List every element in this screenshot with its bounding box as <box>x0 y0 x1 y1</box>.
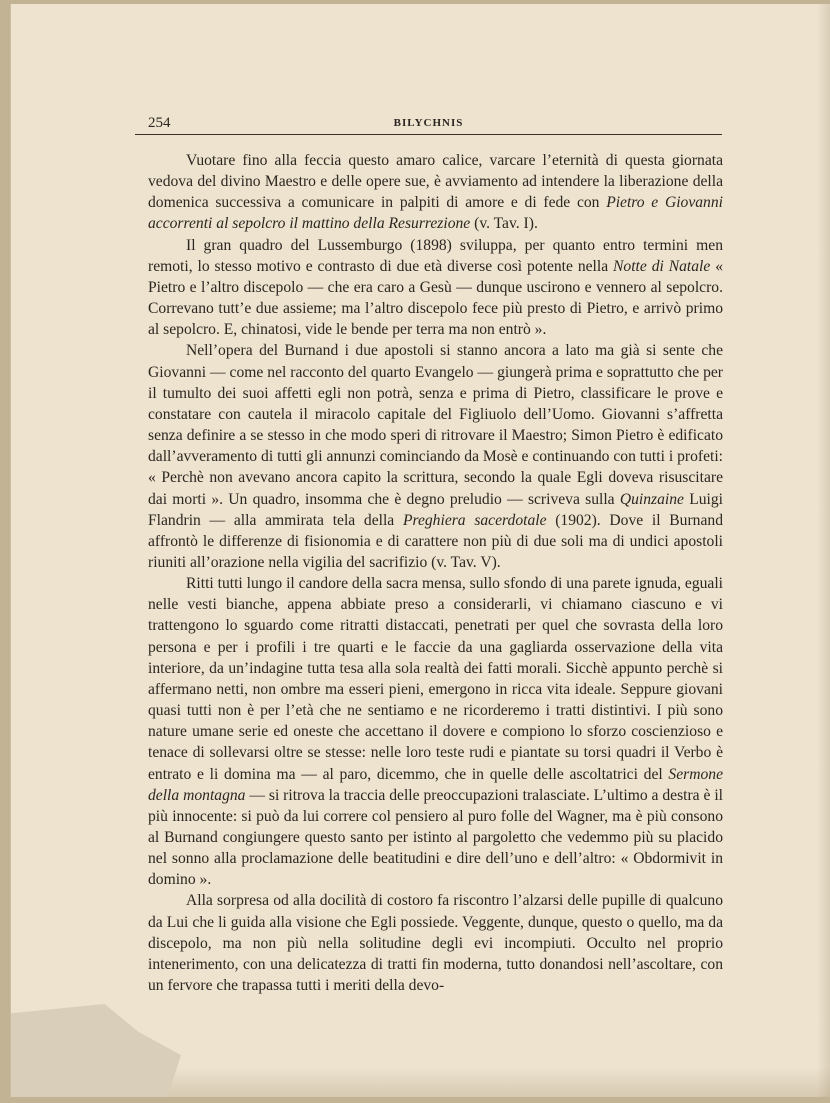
torn-corner <box>11 1004 181 1097</box>
italic-title: Preghiera sacerdotale <box>402 511 547 529</box>
italic-title: Quinzaine <box>619 490 684 508</box>
italic-title: Notte di Natale <box>613 257 711 275</box>
running-head: BILYCHNIS <box>393 117 464 129</box>
page-header <box>135 112 722 135</box>
text-run: « Pietro e l’altro discepolo — che era caro a Gesù — dunque uscirono e vennero al sepolcro. Correvano tutt’e due assieme; ma l’altro discepolo fece più presto di Pietro, e arrivò primo al sepolcro. E, chinatosi, vide le bende per terra ma non entrò ». <box>148 257 724 339</box>
text-run: Luigi Flandrin — alla ammirata tela della <box>148 490 724 529</box>
text-run: Alla sorpresa od alla docilità di costoro fa riscontro l’alzarsi delle pupille di qualcuno da Lui che li guida alla visione che Egli possiede. Veggente, dunque, questo o quello, ma da discepolo, ma non più nella solitudine degli evi incompiuti. Occulto nel proprio intenerimento, con una delicatezza di tratti fin moderna, tutto donandosi nell’ascoltare, con un fervore che trapassa tutti i meriti della devo- <box>148 892 723 995</box>
page-edge-shadow <box>817 4 830 1097</box>
paragraph-4 <box>148 573 723 890</box>
paragraph-2 <box>148 235 723 341</box>
text-run: Nell’opera del Burnand i due apostoli si stanno ancora a lato ma già si sente che Giovanni — come nel racconto del quarto Evangelo — giungerà prima e soprattutto che per il tumulto dei suoi affetti egli non potrà, senza e prima di Pietro, classificare le prove e constatare con cautela il miracolo capitale del Figliuolo dell’Uomo. Giovanni s’affretta senza definire a se stesso in che modo speri di ritrovare il Maestro; Simon Pietro è edificato dall’avveramento di tutti gli annunzi cominciando da Mosè e continuando con tutti i profeti: « Perchè non avevano ancora capito la scrittura, secondo la quale Egli doveva risuscitare dai morti ». Un quadro, insomma che è degno preludio — scriveva sulla <box>148 342 723 508</box>
paragraph-5 <box>148 890 723 996</box>
body-text <box>148 150 723 996</box>
text-run: Ritti tutti lungo il candore della sacra mensa, sullo sfondo di una parete ignuda, eguali nelle vesti bianche, appena abbiate preso a considerarli, vi chiamano ciascuno e vi trattengono lo sguardo come ritratti distaccati, penetrati per quel che sovrasta della loro persona e per i profili i tre quarti e le faccie da una gagliarda osservazione della vita interiore, da un’indagine tutta tesa alla sola realtà dei fatti morali. Sicchè appunto perchè si affermano netti, non ombre ma esseri pieni, emergono in ricca vita ideale. Seppure giovani quasi tutti non è per l’età che ne sentiamo e ne ricorderemo i tratti distintivi. I più sono nature umane serie ed oneste che accettano il dovere e compiono lo sforzo coscienzioso e tenace di sollevarsi oltre se stesse: nelle loro teste rudi e piantate su torsi quadri il Verbo è entrato e li domina ma — al paro, dicemmo, che in quelle delle ascoltatrici del <box>148 575 723 783</box>
text-run: (v. Tav. I). <box>470 215 538 233</box>
text-run: (1902). Dove il Burnand affrontò le differenze di fisionomia e di carattere non più di due soli ma di undici apostoli riuniti all’orazione nella vigilia del sacrifizio (v. Tav. V). <box>148 511 723 571</box>
text-run: Vuotare fino alla feccia questo amaro calice, varcare l’eternità di questa giornata vedova del divino Maestro e delle opere sue, è avviamento ad intendere la liberazione della domenica successiva a comunicare in palpiti di amore e di fede con <box>148 152 723 212</box>
paragraph-3 <box>148 340 723 573</box>
text-run: — si ritrova la traccia delle preoccupazioni tralasciate. L’ultimo a destra è il più innocente: si può da lui correre col pensiero al puro folle del Wagner, ma è più consono al Burnand congiungere questo santo per istinto al pargoletto che vedemmo più su placido nel sonno alla proclamazione delle beatitudini e dire dell’uno e dell’altro: « Obdormivit in domino ». <box>148 786 723 889</box>
text-run: Il gran quadro del Lussemburgo (1898) sviluppa, per quanto entro termini men remoti, lo stesso motivo e contrasto di due età diverse così potente nella <box>148 236 723 275</box>
paragraph-1 <box>148 150 723 235</box>
italic-title: Sermone della montagna <box>148 765 723 804</box>
page-number: 254 <box>148 115 171 131</box>
italic-title: Pietro e Giovanni accorrenti al sepolcro il mattino della Resurrezione <box>148 194 723 233</box>
